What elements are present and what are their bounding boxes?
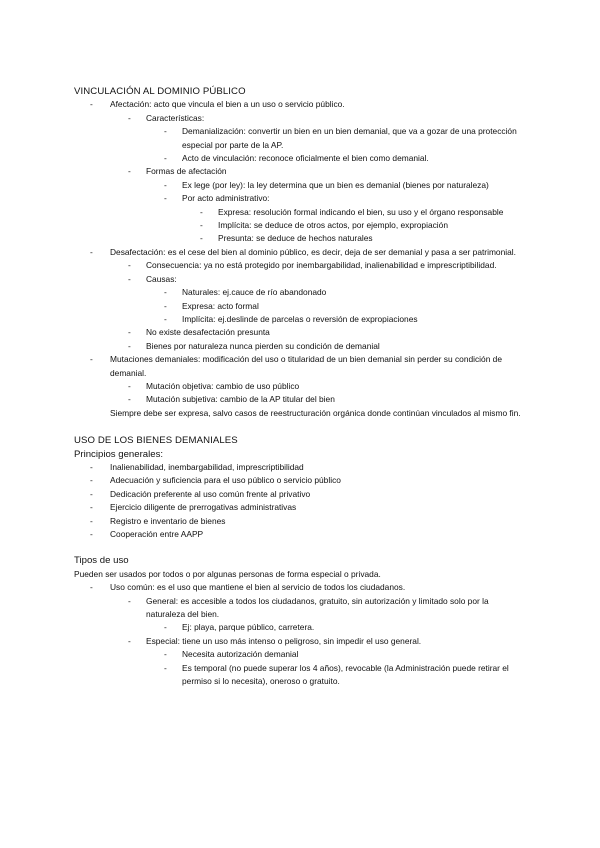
list-item-temporal: - Es temporal (no puede superar los 4 años), revocable (la Administración puede retirar el permiso si lo necesita), oneroso o gratuito. xyxy=(164,662,509,687)
tipos-title: Tipos de uso xyxy=(74,555,129,567)
bullet-dash: - xyxy=(90,488,93,499)
bullet-dash: - xyxy=(128,260,131,271)
list-item-implicita: - Implícita: se deduce de otros actos, por ejemplo, expropiación xyxy=(74,219,526,232)
list-item-mutacion-objetiva: - Mutación objetiva: cambio de uso público xyxy=(74,380,526,393)
tipos-intro: Pueden ser usados por todos o por algunas personas de forma especial o privada. xyxy=(74,568,381,579)
bullet-dash: - xyxy=(164,193,167,204)
list-item-principio: - Dedicación preferente al uso común frente al privativo xyxy=(74,488,526,501)
list-item-principio: - Cooperación entre AAPP xyxy=(74,528,526,541)
bullet-dash: - xyxy=(164,662,167,673)
list-item-principio: - Ejercicio diligente de prerrogativas administrativas xyxy=(74,501,526,514)
list-item-implicita-causa: - Implícita: ej.deslinde de parcelas o reversión de expropiaciones xyxy=(74,313,526,326)
bullet-dash: - xyxy=(128,340,131,351)
bullet-dash: - xyxy=(164,313,167,324)
bullet-dash: - xyxy=(200,206,203,217)
list-item-presunta: - Presunta: se deduce de hechos naturales xyxy=(74,232,526,245)
bullet-dash: - xyxy=(164,179,167,190)
list-item-expresa: - Expresa: resolución formal indicando el bien, su uso y el órgano responsable xyxy=(74,206,526,219)
bullet-dash: - xyxy=(128,635,131,646)
bullet-dash: - xyxy=(128,112,131,123)
section-title-vinculacion: VINCULACIÓN AL DOMINIO PÚBLICO xyxy=(74,86,246,97)
bullet-dash: - xyxy=(90,582,93,593)
list-item-afectacion: - Afectación: acto que vincula el bien a un uso o servicio público. xyxy=(74,98,526,111)
list-item-uso-comun: - Uso común: es el uso que mantiene el bien al servicio de todos los ciudadanos. xyxy=(74,581,526,594)
bullet-dash: - xyxy=(128,327,131,338)
bullet-dash: - xyxy=(90,354,93,365)
list-item-demanializacion: - Demanialización: convertir un bien en un bien demanial, que va a gozar de una protección especial por parte de la AP. xyxy=(164,126,517,150)
bullet-dash: - xyxy=(90,461,93,472)
list-item-bienes-naturaleza: - Bienes por naturaleza nunca pierden su condición de demanial xyxy=(74,340,526,353)
bullet-dash: - xyxy=(128,394,131,405)
list-item-naturales: - Naturales: ej.cauce de río abandonado xyxy=(74,286,526,299)
bullet-dash: - xyxy=(164,287,167,298)
list-item-principio: - Registro e inventario de bienes xyxy=(74,515,526,528)
list-item-causas: - Causas: xyxy=(74,273,526,286)
bullet-dash: - xyxy=(90,515,93,526)
bullet-dash: - xyxy=(90,529,93,539)
tipos-list xyxy=(74,581,526,688)
bullet-dash: - xyxy=(200,220,203,231)
bullet-dash: - xyxy=(90,246,93,257)
bullet-dash: - xyxy=(90,475,93,486)
list-item-caracteristicas: - Características: xyxy=(74,112,526,125)
section-title-uso: USO DE LOS BIENES DEMANIALES xyxy=(74,435,238,447)
list-item-mutaciones: - Mutaciones demaniales: modificación del uso o titularidad de un bien demanial sin perder su condición de demanial. xyxy=(90,354,503,378)
list-item-especial: - Especial: tiene un uso más intenso o peligroso, sin impedir el uso general. xyxy=(74,635,526,648)
bullet-dash: - xyxy=(164,622,167,633)
principios-title: Principios generales: xyxy=(74,448,164,460)
list-item-acto-vinculacion: - Acto de vinculación: reconoce oficialmente el bien como demanial. xyxy=(74,152,526,165)
afectacion-list xyxy=(74,98,526,406)
document-content xyxy=(74,85,526,688)
list-item-expresa-causa: - Expresa: acto formal xyxy=(74,300,526,313)
bullet-dash: - xyxy=(90,502,93,513)
bullet-dash: - xyxy=(128,595,131,606)
bullet-dash: - xyxy=(90,99,93,110)
list-item-principio: - Adecuación y suficiencia para el uso público o servicio público xyxy=(74,474,526,487)
bullet-dash: - xyxy=(164,649,167,660)
list-item-no-existe: - No existe desafectación presunta xyxy=(74,326,526,339)
bullet-dash: - xyxy=(164,300,167,311)
bullet-dash: - xyxy=(164,153,167,164)
list-item-principio: - Inalienabilidad, inembargabilidad, imprescriptibilidad xyxy=(74,461,526,474)
list-item-por-acto: - Por acto administrativo: xyxy=(74,192,526,205)
list-item-consecuencia: - Consecuencia: ya no está protegido por inembargabilidad, inalienabilidad e imprescriptibilidad. xyxy=(74,259,526,272)
bullet-dash: - xyxy=(128,273,131,284)
list-item-ex-lege: - Ex lege (por ley): la ley determina que un bien es demanial (bienes por naturaleza) xyxy=(74,179,526,192)
principios-list xyxy=(74,461,526,541)
bullet-dash: - xyxy=(128,380,131,391)
bullet-dash: - xyxy=(200,233,203,244)
list-item-necesita: - Necesita autorización demanial xyxy=(74,648,526,661)
list-item-mutacion-subjetiva: - Mutación subjetiva: cambio de la AP titular del bien xyxy=(74,393,526,406)
list-item-desafectacion: - Desafectación: es el cese del bien al dominio público, es decir, deja de ser demanial y pasa a ser patrimonial. xyxy=(74,246,526,259)
list-item-general-ej: - Ej: playa, parque público, carretera. xyxy=(74,621,526,634)
bullet-dash: - xyxy=(128,166,131,177)
list-item-general: - General: es accesible a todos los ciudadanos, gratuito, sin autorización y limitado solo por la naturaleza del bien. xyxy=(128,595,489,620)
bullet-dash: - xyxy=(164,126,167,137)
list-item-formas: - Formas de afectación xyxy=(74,165,526,178)
mutaciones-note: Siempre debe ser expresa, salvo casos de reestructuración orgánica donde continúan vinculados al mismo fin. xyxy=(110,407,521,418)
